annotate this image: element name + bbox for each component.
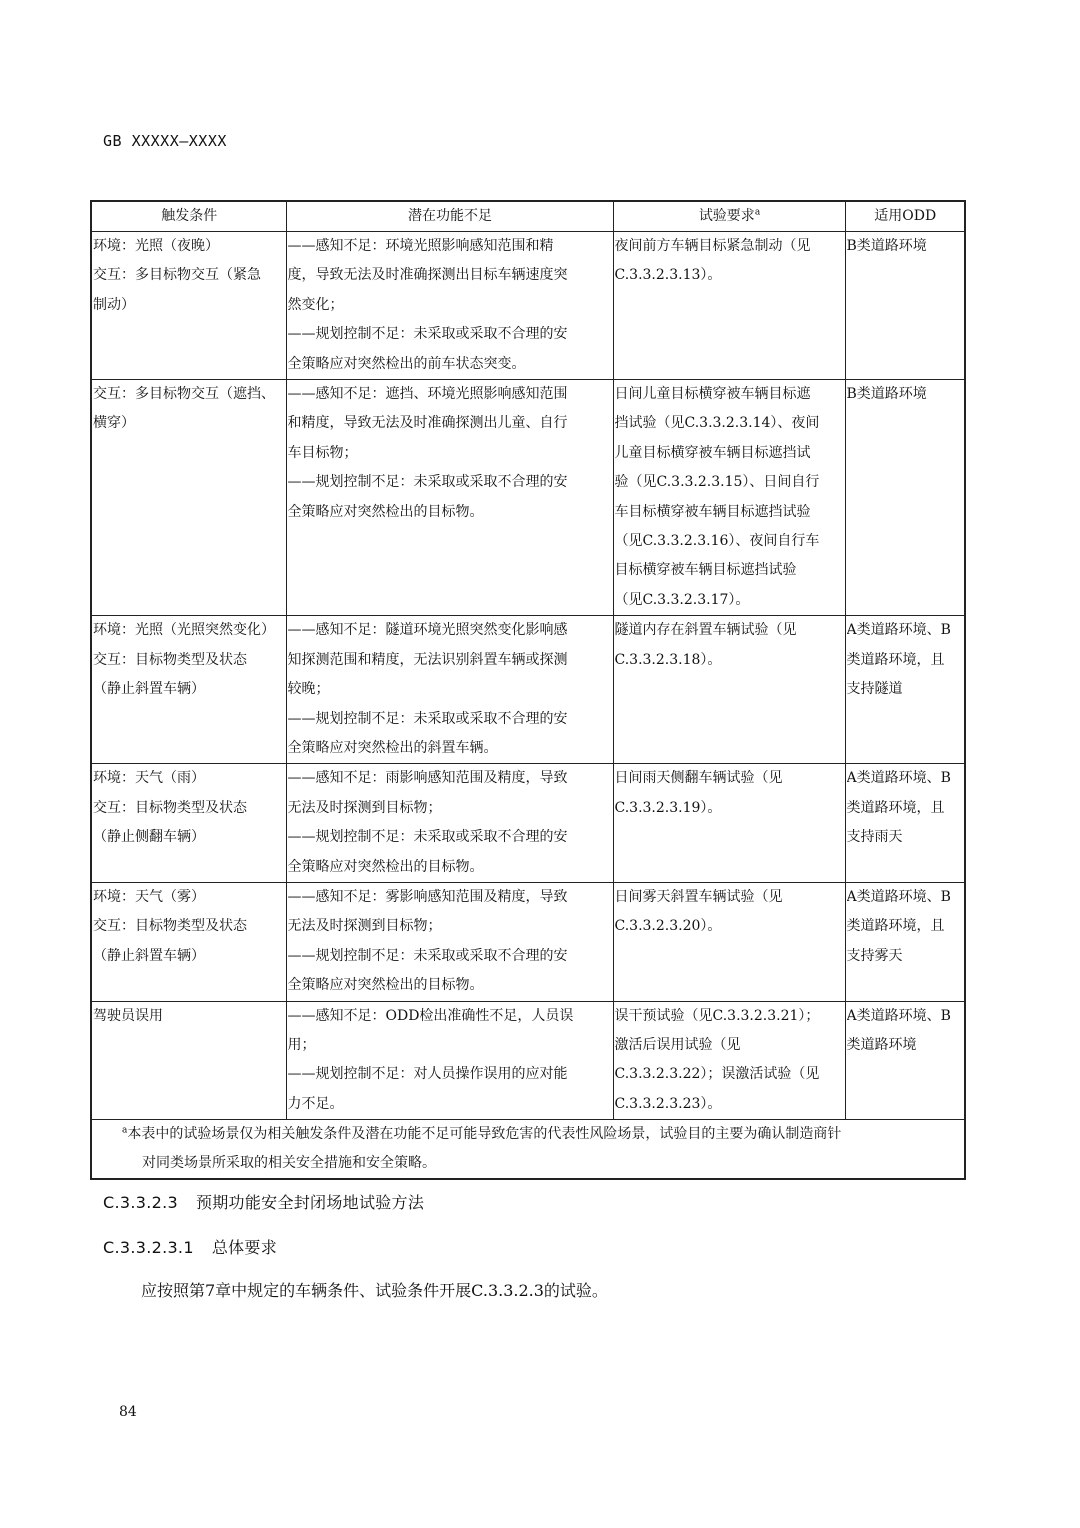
footnote-line-2: 对同类场景所采取的相关安全措施和安全策略。 — [142, 1155, 436, 1172]
cell-line: 支持雨天 — [846, 829, 903, 846]
trigger-conditions-table-container — [90, 200, 964, 1180]
cell-line: 环境：光照（夜晚） — [93, 238, 219, 254]
cell-line: 无法及时探测到目标物； — [287, 918, 442, 935]
cell-line: B类道路环境 — [846, 238, 927, 254]
cell-line: 横穿） — [93, 415, 135, 432]
table-footnote — [91, 1120, 965, 1180]
cell-line: 日间雨天侧翻车辆试验（见 — [614, 770, 783, 787]
cell-line: ——感知不足：雨影响感知范围及精度，导致 — [287, 770, 568, 787]
cell-line: 目标横穿被车辆目标遮挡试验 — [614, 562, 797, 579]
cell-line: 无法及时探测到目标物； — [287, 799, 442, 816]
trigger-condition-cell — [91, 380, 286, 616]
subsection-number: C.3.3.2.3.1 — [103, 1238, 194, 1257]
cell-line: 挡试验（见C.3.3.2.3.14）、夜间 — [614, 415, 820, 432]
cell-line: 验（见C.3.3.2.3.15）、日间自行 — [614, 474, 820, 491]
cell-line: 隧道内存在斜置车辆试验（见 — [614, 622, 797, 639]
cell-line: 车目标横穿被车辆目标遮挡试验 — [614, 503, 811, 520]
cell-line: 全策略应对突然检出的前车状态突变。 — [287, 355, 526, 372]
trigger-condition-cell — [91, 616, 286, 764]
test-requirement-cell — [613, 232, 845, 380]
cell-line: 类道路环境，且 — [846, 918, 945, 935]
functional-insufficiency-cell — [286, 882, 613, 1001]
cell-line: （静止斜置车辆） — [93, 681, 205, 698]
cell-line: C.3.3.2.3.22）；误激活试验（见 — [614, 1066, 820, 1083]
cell-line: 车目标物； — [287, 444, 358, 461]
cell-line: ——感知不足：ODD检出准确性不足，人员误 — [287, 1007, 574, 1024]
table-row — [91, 616, 965, 764]
table-row — [91, 1001, 965, 1120]
footnote-line-1 — [122, 1120, 960, 1149]
test-requirement-cell — [613, 616, 845, 764]
trigger-condition-cell — [91, 1001, 286, 1120]
cell-line: 较晚； — [287, 681, 330, 698]
cell-line: 夜间前方车辆目标紧急制动（见 — [614, 238, 811, 254]
column-header-insufficiency: 潜在功能不足 — [286, 201, 613, 232]
cell-line: （静止斜置车辆） — [93, 947, 205, 964]
trigger-condition-cell — [91, 882, 286, 1001]
applicable-odd-cell — [845, 380, 965, 616]
cell-line: 类道路环境，且 — [846, 799, 945, 816]
subsection-heading — [103, 1235, 277, 1258]
cell-line: 然变化； — [287, 296, 344, 313]
applicable-odd-cell — [845, 882, 965, 1001]
cell-line: 交互：多目标物交互（紧急 — [93, 267, 261, 284]
cell-line: 儿童目标横穿被车辆目标遮挡试 — [614, 444, 811, 461]
table-row — [91, 764, 965, 883]
cell-line: 类道路环境，且 — [846, 651, 945, 668]
cell-line: 环境：天气（雨） — [93, 770, 205, 787]
table-row — [91, 882, 965, 1001]
column-header-test — [613, 201, 845, 232]
cell-line: 类道路环境 — [846, 1036, 917, 1053]
cell-line: C.3.3.2.3.23）。 — [614, 1095, 722, 1112]
cell-line: ——规划控制不足：未采取或采取不合理的安 — [287, 474, 568, 491]
trigger-condition-cell — [91, 232, 286, 380]
cell-line: 日间雾天斜置车辆试验（见 — [614, 888, 783, 905]
subsection-title: 总体要求 — [211, 1238, 278, 1257]
column-header-odd: 适用ODD — [845, 201, 965, 232]
cell-line: 日间儿童目标横穿被车辆目标遮 — [614, 386, 811, 403]
cell-line: 交互：目标物类型及状态 — [93, 918, 247, 935]
cell-line: A类道路环境、B — [846, 622, 951, 639]
cell-line: 交互：目标物类型及状态 — [93, 799, 247, 816]
section-title: 预期功能安全封闭场地试验方法 — [195, 1193, 425, 1212]
cell-line: A类道路环境、B — [846, 1007, 951, 1024]
cell-line: 知探测范围和精度，无法识别斜置车辆或探测 — [287, 651, 568, 668]
cell-line: B类道路环境 — [846, 386, 927, 403]
cell-line: 用； — [287, 1036, 316, 1053]
cell-line: 全策略应对突然检出的目标物。 — [287, 503, 484, 520]
cell-line: ——规划控制不足：未采取或采取不合理的安 — [287, 326, 568, 343]
cell-line: ——规划控制不足：未采取或采取不合理的安 — [287, 829, 568, 846]
cell-line: A类道路环境、B — [846, 770, 951, 787]
applicable-odd-cell — [845, 1001, 965, 1120]
cell-line: 度，导致无法及时准确探测出目标车辆速度突 — [287, 267, 568, 284]
trigger-condition-cell — [91, 764, 286, 883]
footnote-text-1: 本表中的试验场景仅为相关触发条件及潜在功能不足可能导致危害的代表性风险场景，试验目的主要为确认制造商针 — [127, 1126, 842, 1143]
section-heading — [103, 1190, 424, 1213]
functional-insufficiency-cell — [286, 380, 613, 616]
column-header-test-label: 试验要求 — [698, 208, 755, 224]
applicable-odd-cell — [845, 764, 965, 883]
cell-line: 全策略应对突然检出的目标物。 — [287, 858, 484, 875]
cell-line: ——感知不足：隧道环境光照突然变化影响感 — [287, 622, 568, 639]
column-header-trigger: 触发条件 — [91, 201, 286, 232]
cell-line: 制动） — [93, 296, 135, 313]
cell-line: （静止侧翻车辆） — [93, 829, 205, 846]
footnote-mark: a — [754, 207, 761, 218]
cell-line: C.3.3.2.3.13）。 — [614, 267, 722, 284]
cell-line: 支持雾天 — [846, 947, 903, 964]
cell-line: （见C.3.3.2.3.16）、夜间自行车 — [614, 533, 820, 550]
cell-line: 交互：目标物类型及状态 — [93, 651, 247, 668]
functional-insufficiency-cell — [286, 232, 613, 380]
page-number: 84 — [119, 1404, 137, 1420]
table-footnote-row — [91, 1120, 965, 1180]
cell-line: 误干预试验（见C.3.3.2.3.21）； — [614, 1007, 820, 1024]
functional-insufficiency-cell — [286, 764, 613, 883]
cell-line: 交互：多目标物交互（遮挡、 — [93, 386, 275, 403]
cell-line: ——规划控制不足：对人员操作误用的应对能 — [287, 1066, 568, 1083]
cell-line: 支持隧道 — [846, 681, 903, 698]
table-row — [91, 232, 965, 380]
test-requirement-cell — [613, 764, 845, 883]
section-number: C.3.3.2.3 — [103, 1193, 178, 1212]
test-requirement-cell — [613, 1001, 845, 1120]
cell-line: 环境：天气（雾） — [93, 888, 205, 905]
cell-line: 全策略应对突然检出的目标物。 — [287, 977, 484, 994]
functional-insufficiency-cell — [286, 616, 613, 764]
cell-line: C.3.3.2.3.20）。 — [614, 918, 722, 935]
cell-line: ——感知不足：雾影响感知范围及精度，导致 — [287, 888, 568, 905]
cell-line: ——感知不足：遮挡、环境光照影响感知范围 — [287, 386, 568, 403]
trigger-conditions-table — [90, 200, 966, 1180]
functional-insufficiency-cell — [286, 1001, 613, 1120]
cell-line: 环境：光照（光照突然变化） — [93, 622, 275, 639]
body-paragraph: 应按照第7章中规定的车辆条件、试验条件开展C.3.3.2.3的试验。 — [141, 1281, 608, 1300]
applicable-odd-cell — [845, 616, 965, 764]
cell-line: ——规划控制不足：未采取或采取不合理的安 — [287, 947, 568, 964]
cell-line: 全策略应对突然检出的斜置车辆。 — [287, 739, 498, 756]
cell-line: （见C.3.3.2.3.17）。 — [614, 591, 750, 608]
cell-line: 驾驶员误用 — [93, 1007, 163, 1024]
test-requirement-cell — [613, 882, 845, 1001]
test-requirement-cell — [613, 380, 845, 616]
standard-number: GB XXXXX—XXXX — [103, 132, 227, 150]
applicable-odd-cell — [845, 232, 965, 380]
cell-line: 和精度，导致无法及时准确探测出儿童、自行 — [287, 415, 568, 432]
cell-line: ——感知不足：环境光照影响感知范围和精 — [287, 238, 554, 254]
footnote-line-mark: a — [122, 1125, 128, 1136]
cell-line: ——规划控制不足：未采取或采取不合理的安 — [287, 710, 568, 727]
cell-line: 激活后误用试验（见 — [614, 1036, 741, 1053]
table-header-row — [91, 201, 965, 232]
cell-line: A类道路环境、B — [846, 888, 951, 905]
cell-line: C.3.3.2.3.18）。 — [614, 651, 722, 668]
table-body — [91, 232, 965, 1120]
table-row — [91, 380, 965, 616]
cell-line: C.3.3.2.3.19）。 — [614, 799, 722, 816]
cell-line: 力不足。 — [287, 1095, 344, 1112]
